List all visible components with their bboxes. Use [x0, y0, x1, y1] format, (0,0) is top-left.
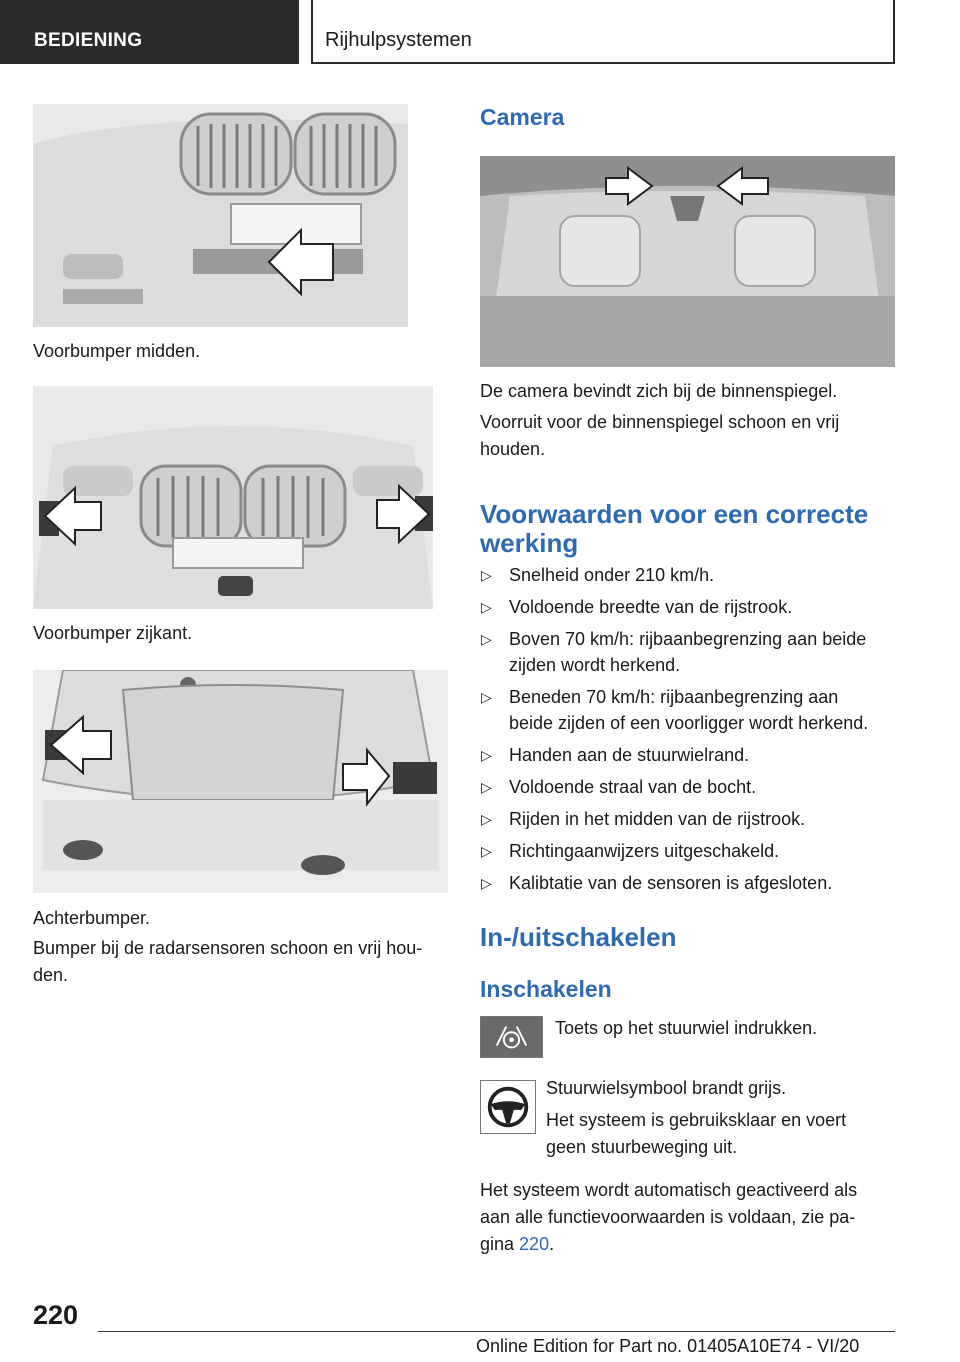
bumper-note-line1: Bumper bij de radarsensoren schoon en vrij hou-: [33, 938, 423, 958]
triangle-bullet-icon: ▷: [481, 689, 492, 705]
figure-camera: [480, 156, 895, 367]
auto-activation-line1: Het systeem wordt automatisch geactiveerd als: [480, 1180, 858, 1200]
lane-assist-button-icon: [480, 1016, 543, 1058]
list-item: ▷ Voldoende straal van de bocht.: [480, 774, 900, 800]
triangle-bullet-icon: ▷: [481, 747, 492, 763]
edition-info: Online Edition for Part no. 01405A10E74 - VI/20: [476, 1336, 860, 1356]
triangle-bullet-icon: ▷: [481, 567, 492, 583]
symbol-text1: Stuurwielsymbool brandt grijs.: [546, 1078, 787, 1098]
page-reference-link[interactable]: 220: [519, 1234, 550, 1254]
list-item: ▷ Handen aan de stuurwielrand.: [480, 742, 900, 768]
page-number: 220: [33, 1300, 79, 1330]
figure-front-bumper-side: [33, 386, 433, 609]
symbol-text2-line2: geen stuurbeweging uit.: [546, 1137, 738, 1157]
list-item: ▷ Kalibtatie van de sensoren is afgesloten.: [480, 870, 900, 896]
symbol-text2-line1: Het systeem is gebruiksklaar en voert: [546, 1110, 847, 1130]
triangle-bullet-icon: ▷: [481, 875, 492, 891]
list-item: ▷ Richtingaanwijzers uitgeschakeld.: [480, 838, 900, 864]
auto-activation-line2: aan alle functievoorwaarden is voldaan, zie pa-: [480, 1207, 856, 1227]
triangle-bullet-icon: ▷: [481, 843, 492, 859]
heading-conditions-line1: Voorwaarden voor een correcte: [480, 499, 869, 529]
button-instruction: Toets op het stuurwiel indrukken.: [555, 1018, 818, 1038]
chapter-title: Rijhulpsystemen: [311, 0, 895, 64]
figure-front-bumper-middle: [33, 104, 408, 327]
steering-wheel-icon: [480, 1080, 536, 1134]
camera-text2-line1: Voorruit voor de binnenspiegel schoon en vrij: [480, 412, 840, 432]
caption-front-bumper-middle: Voorbumper midden.: [33, 341, 201, 361]
figure-rear-bumper: [33, 670, 448, 893]
conditions-list: [480, 562, 900, 902]
caption-front-bumper-side: Voorbumper zijkant.: [33, 623, 193, 643]
heading-conditions-line2: werking: [480, 528, 579, 558]
triangle-bullet-icon: ▷: [481, 631, 492, 647]
camera-text2-line2: houden.: [480, 439, 546, 459]
auto-activation-line3: gina 220.: [480, 1234, 555, 1254]
section-tab: BEDIENING: [0, 0, 299, 64]
bumper-note-line2: den.: [33, 965, 69, 985]
footer-divider: [98, 1331, 895, 1332]
list-item: ▷ Beneden 70 km/h: rijbaanbegrenzing aan beide zijden of een voorligger wordt herkend.: [480, 684, 900, 736]
list-item: ▷ Voldoende breedte van de rijstrook.: [480, 594, 900, 620]
subheading-switch-on: Inschakelen: [480, 976, 612, 1002]
list-item: ▷ Snelheid onder 210 km/h.: [480, 562, 900, 588]
triangle-bullet-icon: ▷: [481, 811, 492, 827]
triangle-bullet-icon: ▷: [481, 779, 492, 795]
heading-camera: Camera: [480, 104, 565, 130]
triangle-bullet-icon: ▷: [481, 599, 492, 615]
heading-switching: In-/uitschakelen: [480, 922, 677, 952]
camera-text1: De camera bevindt zich bij de binnenspiegel.: [480, 381, 838, 401]
caption-rear-bumper: Achterbumper.: [33, 908, 151, 928]
list-item: ▷ Rijden in het midden van de rijstrook.: [480, 806, 900, 832]
list-item: ▷ Boven 70 km/h: rijbaanbegrenzing aan beide zijden wordt herkend.: [480, 626, 900, 678]
